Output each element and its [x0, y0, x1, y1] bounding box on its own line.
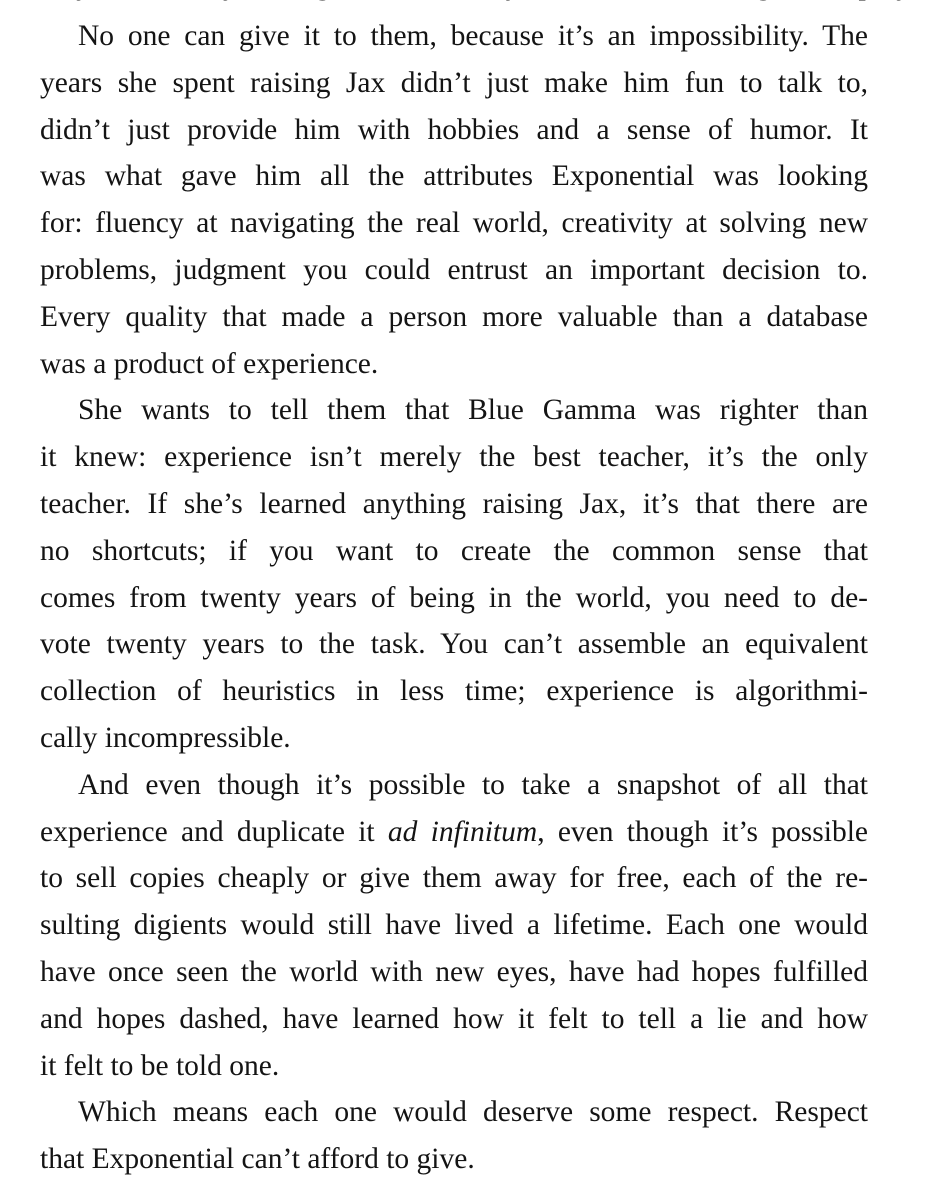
text-line: Which means each one would deserve some respect. Respect [78, 1096, 868, 1129]
text-line: problems, judgment you could entrust an important decision to. [40, 253, 868, 286]
text-line: to sell copies cheaply or give them away for free, each of the re- [40, 862, 868, 895]
text-line: years she spent raising Jax didn’t just make him fun to talk to, [40, 66, 868, 99]
text-line: was what gave him all the attributes Exponential was looking [40, 160, 868, 193]
text-line: it felt to be told one. [40, 1049, 280, 1082]
text-run: , even though it’s possible [537, 815, 868, 848]
paragraph-3 [40, 762, 868, 1090]
text-run: experience and duplicate it [40, 815, 388, 848]
text-line: teacher. If she’s learned anything raising Jax, it’s that there are [40, 487, 868, 520]
cut-off-top-line [40, 0, 868, 9]
text-line [40, 809, 868, 856]
text-line: that Exponential can’t afford to give. [40, 1143, 475, 1176]
text-line: And even though it’s possible to take a snapshot of all that [78, 768, 868, 801]
text-line: didn’t just provide him with hobbies and a sense of humor. It [40, 113, 868, 146]
paragraph-4 [40, 1089, 868, 1183]
text-line: vote twenty years to the task. You can’t assemble an equivalent [40, 628, 868, 661]
text-line: and hopes dashed, have learned how it felt to tell a lie and how [40, 1002, 868, 1035]
italic-phrase: ad infinitum [387, 815, 538, 848]
text-line: comes from twenty years of being in the world, you need to de- [40, 581, 868, 614]
text-line: sulting digients would still have lived a lifetime. Each one would [40, 909, 868, 942]
text-line: it knew: experience isn’t merely the best teacher, it’s the only [40, 441, 868, 474]
text-line: Every quality that made a person more valuable than a database [40, 300, 868, 333]
text-line: collection of heuristics in less time; experience is algorithmi- [40, 675, 868, 708]
text-line: have once seen the world with new eyes, have had hopes fulfilled [40, 955, 868, 988]
text-line: She wants to tell them that Blue Gamma was righter than [78, 394, 868, 427]
paragraph-1 [40, 13, 868, 387]
text-line: for: fluency at navigating the real world, creativity at solving new [40, 207, 868, 240]
text-line: no shortcuts; if you want to create the common sense that [40, 534, 868, 567]
text-line: was a product of experience. [40, 347, 379, 380]
text-line: cally incompressible. [40, 721, 291, 754]
paragraph-2 [40, 387, 868, 761]
book-page [40, 0, 868, 1200]
body-text [40, 13, 868, 1183]
text-line: No one can give it to them, because it’s an impossibility. The [78, 20, 868, 52]
